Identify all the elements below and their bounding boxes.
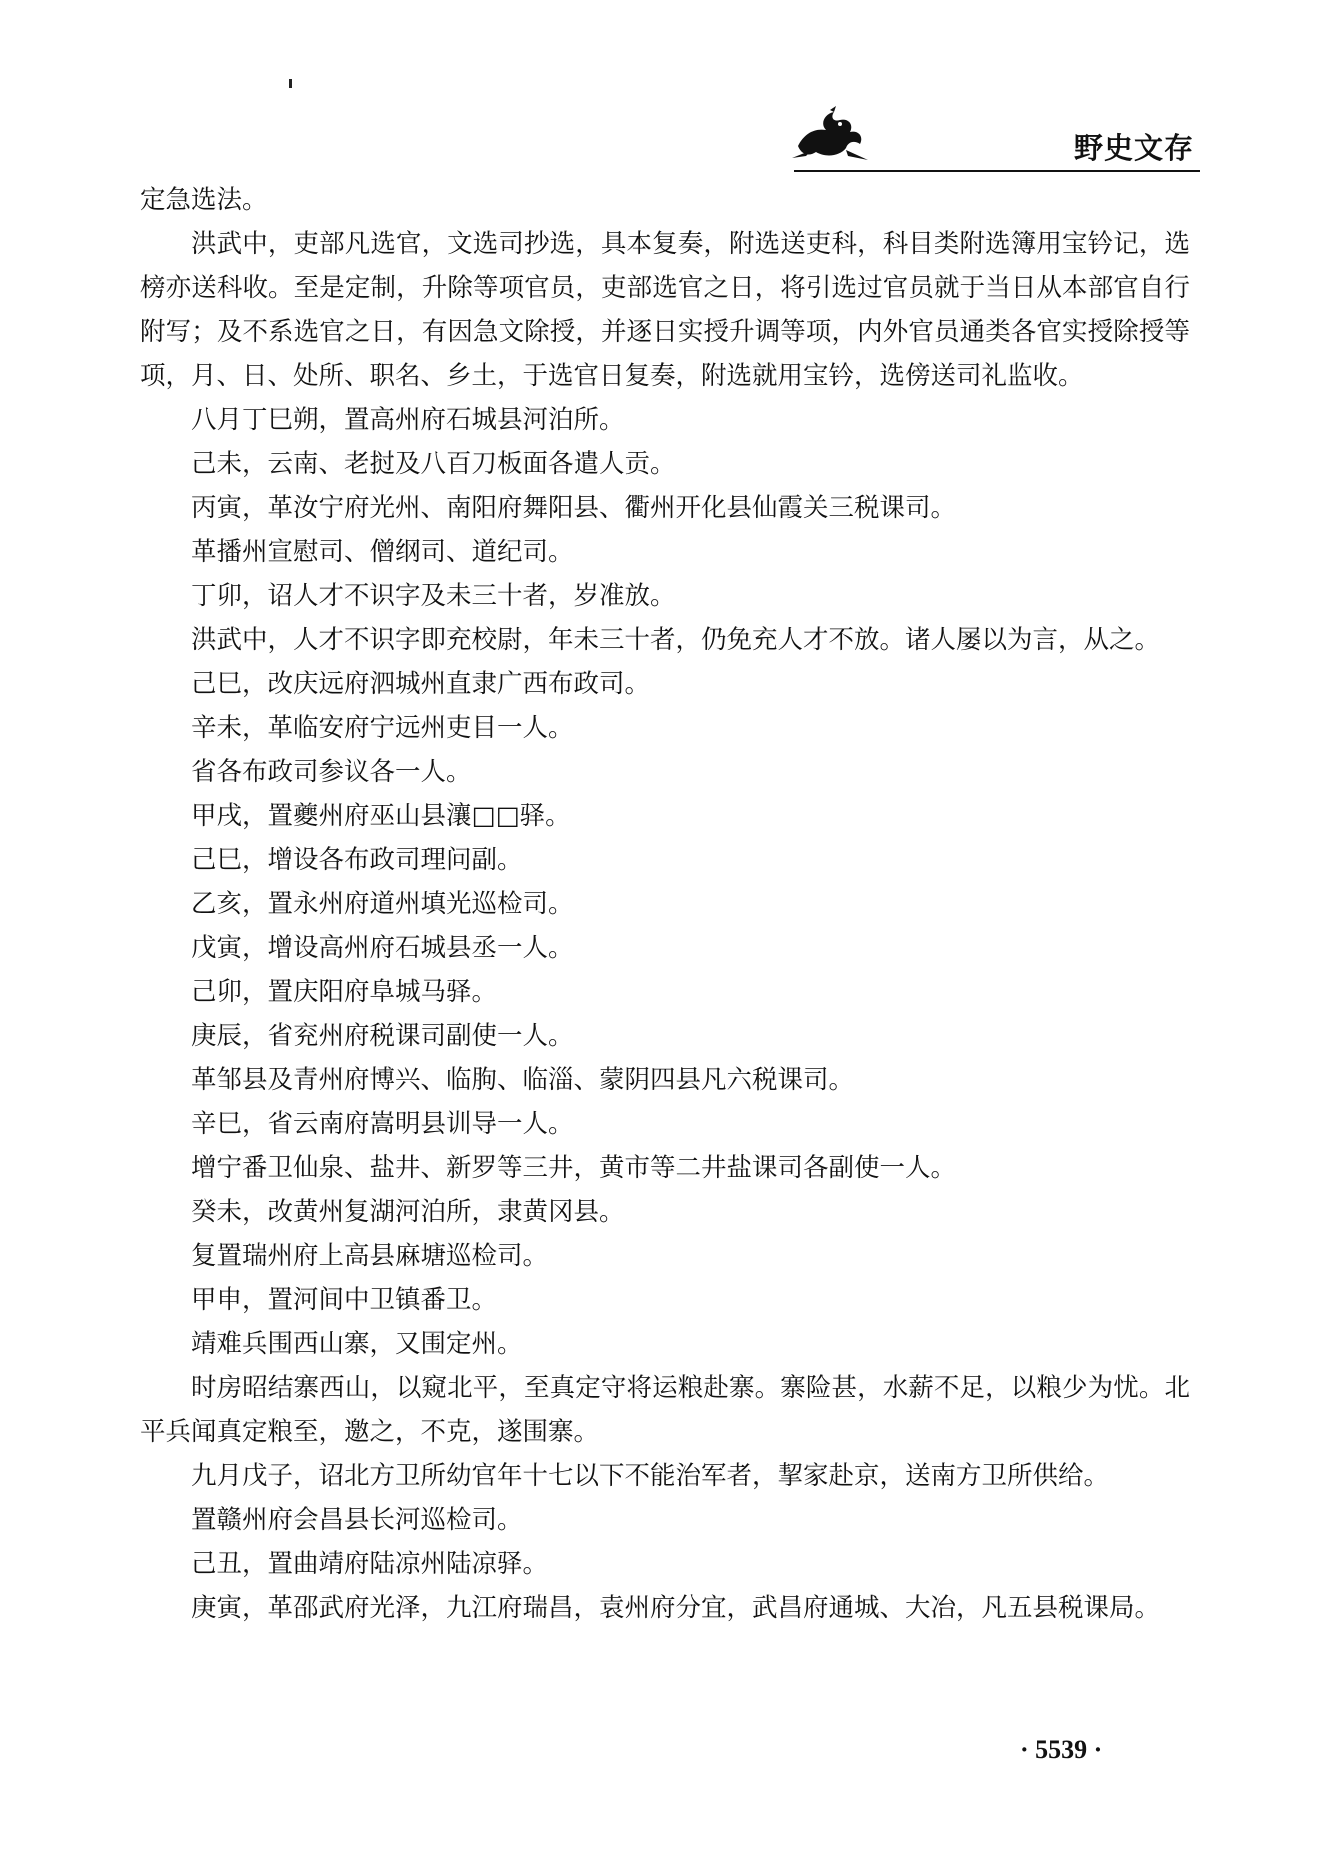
paragraph: 丁卯，诏人才不识字及未三十者，岁准放。 (191, 581, 676, 611)
page-number: · 5539 · (1020, 1735, 1103, 1764)
paragraph: 省各布政司参议各一人。 (191, 757, 472, 787)
paragraph: 庚寅，革邵武府光泽，九江府瑞昌，袁州府分宜，武昌府通城、大冶，凡五县税课局。 (191, 1593, 1161, 1623)
header-rule (794, 170, 1200, 172)
paragraph: 癸未，改黄州复湖河泊所，隶黄冈县。 (191, 1197, 625, 1227)
paragraph: 置赣州府会昌县长河巡检司。 (191, 1505, 523, 1535)
paragraph: 革播州宣慰司、僧纲司、道纪司。 (191, 537, 574, 567)
paragraph: 乙亥，置永州府道州填光巡检司。 (191, 889, 574, 919)
paragraph: 洪武中，吏部凡选官，文选司抄选，具本复奏，附选送吏科，科目类附选簿用宝钤记，选榜亦送科收。至是定制，升除等项官员，吏部选官之日，将引选过官员就于当日从本部官自行附写；及不系选官之日，有因急文除授，并逐日实授升调等项，内外官员通类各官实授除授等项，月、日、处所、职名、乡土，于选官日复奏，附选就用宝钤，选傍送司礼监收。 (140, 229, 1190, 391)
body-text (140, 178, 1190, 1630)
paragraph: 洪武中，人才不识字即充校尉，年未三十者，仍免充人才不放。诸人屡以为言，从之。 (191, 625, 1161, 655)
series-title: 野史文存 (1073, 131, 1194, 165)
paragraph: 时房昭结寨西山，以窥北平，至真定守将运粮赴寨。寨险甚，水薪不足，以粮少为忧。北平兵闻真定粮至，邀之，不克，遂围寨。 (140, 1373, 1190, 1447)
paragraph: 辛未，革临安府宁远州吏目一人。 (191, 713, 574, 743)
paragraph: 甲申，置河间中卫镇番卫。 (191, 1285, 498, 1315)
paragraph: 己巳，增设各布政司理问副。 (191, 845, 523, 875)
dragon-emblem-icon (790, 106, 870, 164)
paragraph: 革邹县及青州府博兴、临朐、临淄、蒙阴四县凡六税课司。 (191, 1065, 855, 1095)
paragraph: 戊寅，增设高州府石城县丞一人。 (191, 933, 574, 963)
paragraph: 己丑，置曲靖府陆凉州陆凉驿。 (191, 1549, 549, 1579)
paragraph: 庚辰，省兖州府税课司副使一人。 (191, 1021, 574, 1051)
paragraph: 丙寅，革汝宁府光州、南阳府舞阳县、衢州开化县仙霞关三税课司。 (191, 493, 957, 523)
paragraph: 复置瑞州府上高县麻塘巡检司。 (191, 1241, 549, 1271)
paragraph: 己卯，置庆阳府阜城马驿。 (191, 977, 498, 1007)
paragraph: 甲戌，置夔州府巫山县瀼□□驿。 (191, 801, 571, 831)
stray-ink-mark (289, 79, 292, 88)
paragraph: 增宁番卫仙泉、盐井、新罗等三井，黄市等二井盐课司各副使一人。 (191, 1153, 957, 1183)
paragraph: 九月戊子，诏北方卫所幼官年十七以下不能治军者，挈家赴京，送南方卫所供给。 (191, 1461, 1110, 1491)
running-header (790, 100, 1200, 178)
paragraph: 靖难兵围西山寨，又围定州。 (191, 1329, 523, 1359)
paragraph: 辛巳，省云南府嵩明县训导一人。 (191, 1109, 574, 1139)
paragraph: 八月丁巳朔，置高州府石城县河泊所。 (191, 405, 625, 435)
paragraph: 定急选法。 (140, 185, 268, 215)
paragraph: 己巳，改庆远府泗城州直隶广西布政司。 (191, 669, 651, 699)
paragraph: 己未，云南、老挝及八百刀板面各遣人贡。 (191, 449, 676, 479)
